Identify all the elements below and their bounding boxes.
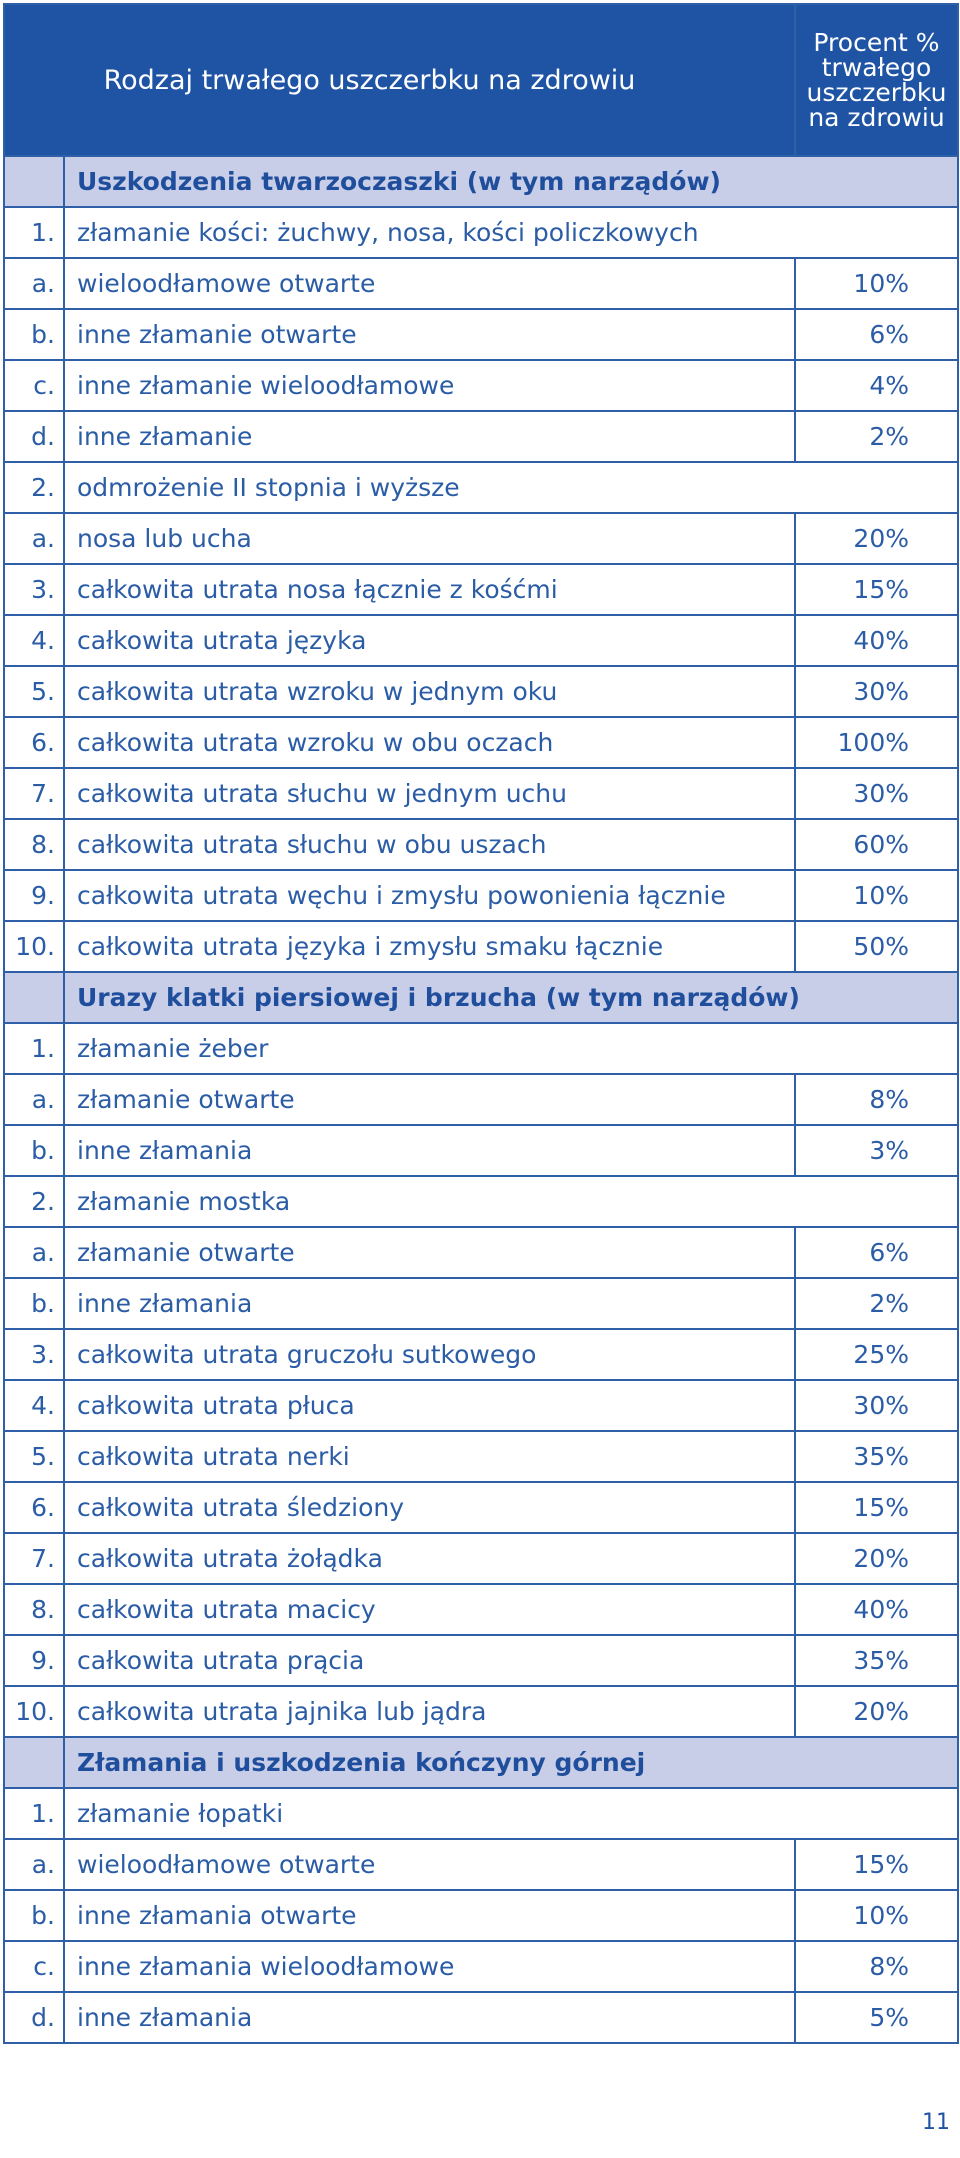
row-percent: 2% xyxy=(795,1278,958,1329)
row-percent: 35% xyxy=(795,1635,958,1686)
row-number: b. xyxy=(4,309,64,360)
row-number: 8. xyxy=(4,819,64,870)
table-row xyxy=(4,462,958,513)
row-description: nosa lub ucha xyxy=(64,513,795,564)
table-row xyxy=(4,819,958,870)
row-number: d. xyxy=(4,411,64,462)
injury-percentage-table-container xyxy=(3,3,957,2044)
table-row xyxy=(4,258,958,309)
row-description: złamanie mostka xyxy=(64,1176,958,1227)
row-number: 7. xyxy=(4,1533,64,1584)
table-row xyxy=(4,1431,958,1482)
row-number: 10. xyxy=(4,1686,64,1737)
section-title: Złamania i uszkodzenia kończyny górnej xyxy=(64,1737,958,1788)
row-percent: 30% xyxy=(795,666,958,717)
row-number: 6. xyxy=(4,717,64,768)
table-row xyxy=(4,360,958,411)
row-number: d. xyxy=(4,1992,64,2043)
table-row xyxy=(4,411,958,462)
row-number: 9. xyxy=(4,870,64,921)
row-percent: 5% xyxy=(795,1992,958,2043)
row-description: inne złamanie otwarte xyxy=(64,309,795,360)
row-number: 3. xyxy=(4,564,64,615)
row-number: a. xyxy=(4,1074,64,1125)
row-number: 5. xyxy=(4,666,64,717)
row-number: a. xyxy=(4,1839,64,1890)
row-number: 1. xyxy=(4,207,64,258)
row-percent: 20% xyxy=(795,1686,958,1737)
header-description: Rodzaj trwałego uszczerbku na zdrowiu xyxy=(4,4,795,156)
row-percent: 4% xyxy=(795,360,958,411)
row-description: inne złamania xyxy=(64,1125,795,1176)
table-row xyxy=(4,1686,958,1737)
row-percent: 8% xyxy=(795,1941,958,1992)
header-percent-line: trwałego xyxy=(821,53,932,82)
table-row xyxy=(4,1023,958,1074)
row-description: całkowita utrata węchu i zmysłu powonienia łącznie xyxy=(64,870,795,921)
row-description: całkowita utrata języka i zmysłu smaku łącznie xyxy=(64,921,795,972)
row-number: b. xyxy=(4,1890,64,1941)
header-percent-line: Procent % xyxy=(813,28,940,57)
table-header-row xyxy=(4,4,958,156)
section-number-cell xyxy=(4,156,64,207)
row-number: 6. xyxy=(4,1482,64,1533)
row-description: odmrożenie II stopnia i wyższe xyxy=(64,462,958,513)
table-row xyxy=(4,1482,958,1533)
table-row xyxy=(4,768,958,819)
row-number: a. xyxy=(4,258,64,309)
row-description: całkowita utrata języka xyxy=(64,615,795,666)
section-title: Urazy klatki piersiowej i brzucha (w tym narządów) xyxy=(64,972,958,1023)
row-description: inne złamania otwarte xyxy=(64,1890,795,1941)
row-number: b. xyxy=(4,1125,64,1176)
row-description: wieloodłamowe otwarte xyxy=(64,1839,795,1890)
row-description: wieloodłamowe otwarte xyxy=(64,258,795,309)
table-row xyxy=(4,1380,958,1431)
row-percent: 6% xyxy=(795,1227,958,1278)
row-number: c. xyxy=(4,1941,64,1992)
row-percent: 50% xyxy=(795,921,958,972)
row-number: 10. xyxy=(4,921,64,972)
row-description: całkowita utrata macicy xyxy=(64,1584,795,1635)
table-row xyxy=(4,1329,958,1380)
row-number: 7. xyxy=(4,768,64,819)
row-description: całkowita utrata wzroku w obu oczach xyxy=(64,717,795,768)
row-description: inne złamanie xyxy=(64,411,795,462)
row-number: 4. xyxy=(4,1380,64,1431)
table-row xyxy=(4,1227,958,1278)
row-number: 2. xyxy=(4,1176,64,1227)
row-percent: 20% xyxy=(795,1533,958,1584)
table-row xyxy=(4,1941,958,1992)
row-percent: 15% xyxy=(795,564,958,615)
page-number: 11 xyxy=(922,2110,950,2135)
table-row xyxy=(4,309,958,360)
table-row xyxy=(4,513,958,564)
row-percent: 40% xyxy=(795,1584,958,1635)
row-percent: 35% xyxy=(795,1431,958,1482)
table-row xyxy=(4,1890,958,1941)
section-title: Uszkodzenia twarzoczaszki (w tym narządów) xyxy=(64,156,958,207)
row-description: złamanie łopatki xyxy=(64,1788,958,1839)
table-row xyxy=(4,207,958,258)
row-description: całkowita utrata gruczołu sutkowego xyxy=(64,1329,795,1380)
row-percent: 8% xyxy=(795,1074,958,1125)
row-percent: 30% xyxy=(795,768,958,819)
table-row xyxy=(4,1278,958,1329)
row-percent: 10% xyxy=(795,258,958,309)
row-percent: 25% xyxy=(795,1329,958,1380)
section-header-row xyxy=(4,1737,958,1788)
row-number: a. xyxy=(4,1227,64,1278)
row-description: całkowita utrata słuchu w obu uszach xyxy=(64,819,795,870)
row-description: całkowita utrata prącia xyxy=(64,1635,795,1686)
row-percent: 60% xyxy=(795,819,958,870)
row-percent: 100% xyxy=(795,717,958,768)
row-number: 9. xyxy=(4,1635,64,1686)
row-description: całkowita utrata nosa łącznie z kośćmi xyxy=(64,564,795,615)
row-description: całkowita utrata jajnika lub jądra xyxy=(64,1686,795,1737)
row-number: b. xyxy=(4,1278,64,1329)
row-number: c. xyxy=(4,360,64,411)
row-number: 8. xyxy=(4,1584,64,1635)
row-description: całkowita utrata płuca xyxy=(64,1380,795,1431)
row-number: 1. xyxy=(4,1788,64,1839)
row-percent: 6% xyxy=(795,309,958,360)
section-number-cell xyxy=(4,972,64,1023)
table-row xyxy=(4,1635,958,1686)
row-description: inne złamanie wieloodłamowe xyxy=(64,360,795,411)
row-number: 5. xyxy=(4,1431,64,1482)
row-number: 3. xyxy=(4,1329,64,1380)
table-row xyxy=(4,564,958,615)
table-row xyxy=(4,1788,958,1839)
section-header-row xyxy=(4,156,958,207)
row-percent: 15% xyxy=(795,1482,958,1533)
row-description: złamanie otwarte xyxy=(64,1227,795,1278)
row-number: 4. xyxy=(4,615,64,666)
table-row xyxy=(4,615,958,666)
row-percent: 20% xyxy=(795,513,958,564)
row-number: a. xyxy=(4,513,64,564)
table-row xyxy=(4,666,958,717)
row-percent: 3% xyxy=(795,1125,958,1176)
row-percent: 10% xyxy=(795,1890,958,1941)
table-row xyxy=(4,1584,958,1635)
section-header-row xyxy=(4,972,958,1023)
row-description: inne złamania xyxy=(64,1278,795,1329)
table-row xyxy=(4,1992,958,2043)
header-percent-line: uszczerbku xyxy=(806,78,947,107)
table-row xyxy=(4,870,958,921)
row-number: 2. xyxy=(4,462,64,513)
row-description: złamanie otwarte xyxy=(64,1074,795,1125)
row-description: całkowita utrata nerki xyxy=(64,1431,795,1482)
row-percent: 40% xyxy=(795,615,958,666)
row-description: całkowita utrata żołądka xyxy=(64,1533,795,1584)
row-description: złamanie żeber xyxy=(64,1023,958,1074)
row-description: całkowita utrata słuchu w jednym uchu xyxy=(64,768,795,819)
table-row xyxy=(4,1533,958,1584)
row-percent: 2% xyxy=(795,411,958,462)
row-description: całkowita utrata wzroku w jednym oku xyxy=(64,666,795,717)
table-row xyxy=(4,1839,958,1890)
row-number: 1. xyxy=(4,1023,64,1074)
row-percent: 10% xyxy=(795,870,958,921)
header-percent xyxy=(795,4,958,156)
table-row xyxy=(4,921,958,972)
table-body xyxy=(4,156,958,2043)
table-row xyxy=(4,717,958,768)
row-description: inne złamania wieloodłamowe xyxy=(64,1941,795,1992)
row-percent: 15% xyxy=(795,1839,958,1890)
header-percent-line: na zdrowiu xyxy=(808,103,945,132)
row-description: inne złamania xyxy=(64,1992,795,2043)
section-number-cell xyxy=(4,1737,64,1788)
row-description: złamanie kości: żuchwy, nosa, kości policzkowych xyxy=(64,207,958,258)
row-percent: 30% xyxy=(795,1380,958,1431)
table-row xyxy=(4,1074,958,1125)
table-row xyxy=(4,1125,958,1176)
table-row xyxy=(4,1176,958,1227)
row-description: całkowita utrata śledziony xyxy=(64,1482,795,1533)
injury-percentage-table xyxy=(3,3,959,2044)
